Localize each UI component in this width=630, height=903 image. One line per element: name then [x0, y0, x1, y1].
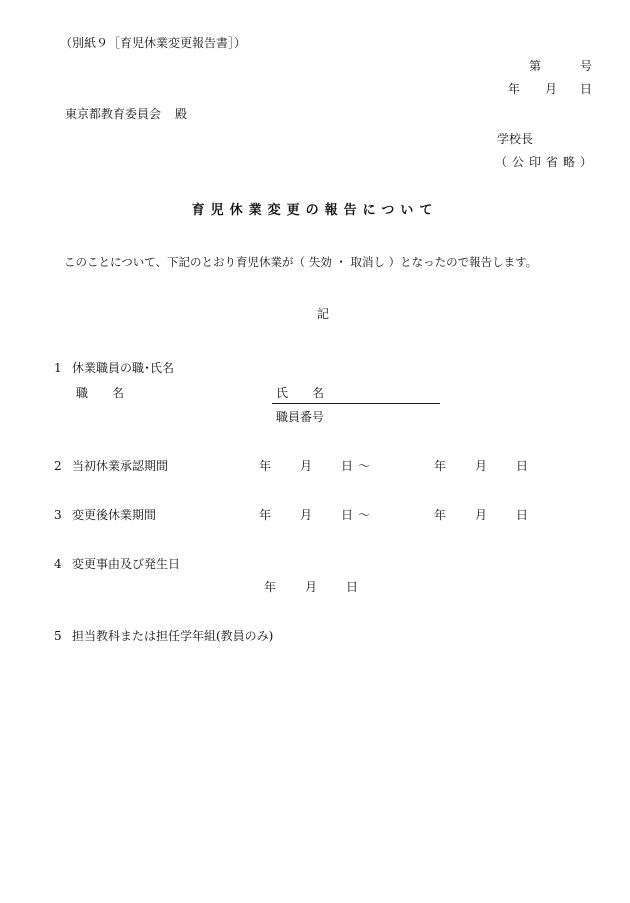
- item3-end-month: 月: [475, 508, 488, 522]
- item4-label: 変更事由及び発生日: [72, 557, 181, 571]
- item2-end-day: 日: [516, 459, 529, 473]
- seal-omitted-note: （公印省略）: [495, 155, 598, 169]
- document-title: 育児休業変更の報告について: [191, 203, 439, 218]
- item4-year: 年: [264, 580, 277, 594]
- addressee-honorific: 殿: [175, 107, 188, 121]
- item3-end-year: 年: [434, 508, 447, 522]
- item5-number: 5: [54, 629, 62, 643]
- body-text: このことについて、下記のとおり育児休業が（ 失効 ・ 取消し ）となったので報告します。: [64, 255, 538, 269]
- item2-start-day: 日: [341, 459, 354, 473]
- document-number-prefix: 第: [529, 59, 542, 73]
- item3-number: 3: [54, 508, 62, 522]
- item2-end-year: 年: [434, 459, 447, 473]
- item4-number: 4: [54, 557, 62, 571]
- item3-tilde: ～: [358, 508, 371, 522]
- item3-end-day: 日: [516, 508, 529, 522]
- item3-start-year: 年: [259, 508, 272, 522]
- document-number-suffix: 号: [580, 59, 593, 73]
- attachment-label: （別紙９［育児休業変更報告書］）: [60, 36, 247, 50]
- item3-start-month: 月: [300, 508, 313, 522]
- item2-label: 当初休業承認期間: [72, 459, 169, 473]
- item5-label: 担当教科または担任学年組(教員のみ): [72, 629, 274, 643]
- item1-name-label: 氏 名: [276, 386, 325, 400]
- item2-start-month: 月: [300, 459, 313, 473]
- item2-end-month: 月: [475, 459, 488, 473]
- date-day-label: 日: [580, 82, 593, 96]
- sender-title: 学校長: [497, 132, 534, 146]
- name-underline: [272, 403, 440, 404]
- item1-staff-number-label: 職員番号: [276, 410, 325, 424]
- date-month-label: 月: [545, 82, 558, 96]
- item3-label: 変更後休業期間: [72, 508, 157, 522]
- addressee-name: 東京都教育委員会: [65, 107, 162, 121]
- item4-day: 日: [346, 580, 359, 594]
- item1-label: 休業職員の職･氏名: [72, 361, 175, 375]
- item3-start-day: 日: [341, 508, 354, 522]
- ki-mark: 記: [317, 307, 330, 321]
- item1-number: 1: [54, 361, 62, 375]
- date-year-label: 年: [508, 82, 521, 96]
- item2-tilde: ～: [358, 459, 371, 473]
- item4-month: 月: [305, 580, 318, 594]
- item1-position-label: 職 名: [76, 386, 125, 400]
- item2-number: 2: [54, 459, 62, 473]
- item2-start-year: 年: [259, 459, 272, 473]
